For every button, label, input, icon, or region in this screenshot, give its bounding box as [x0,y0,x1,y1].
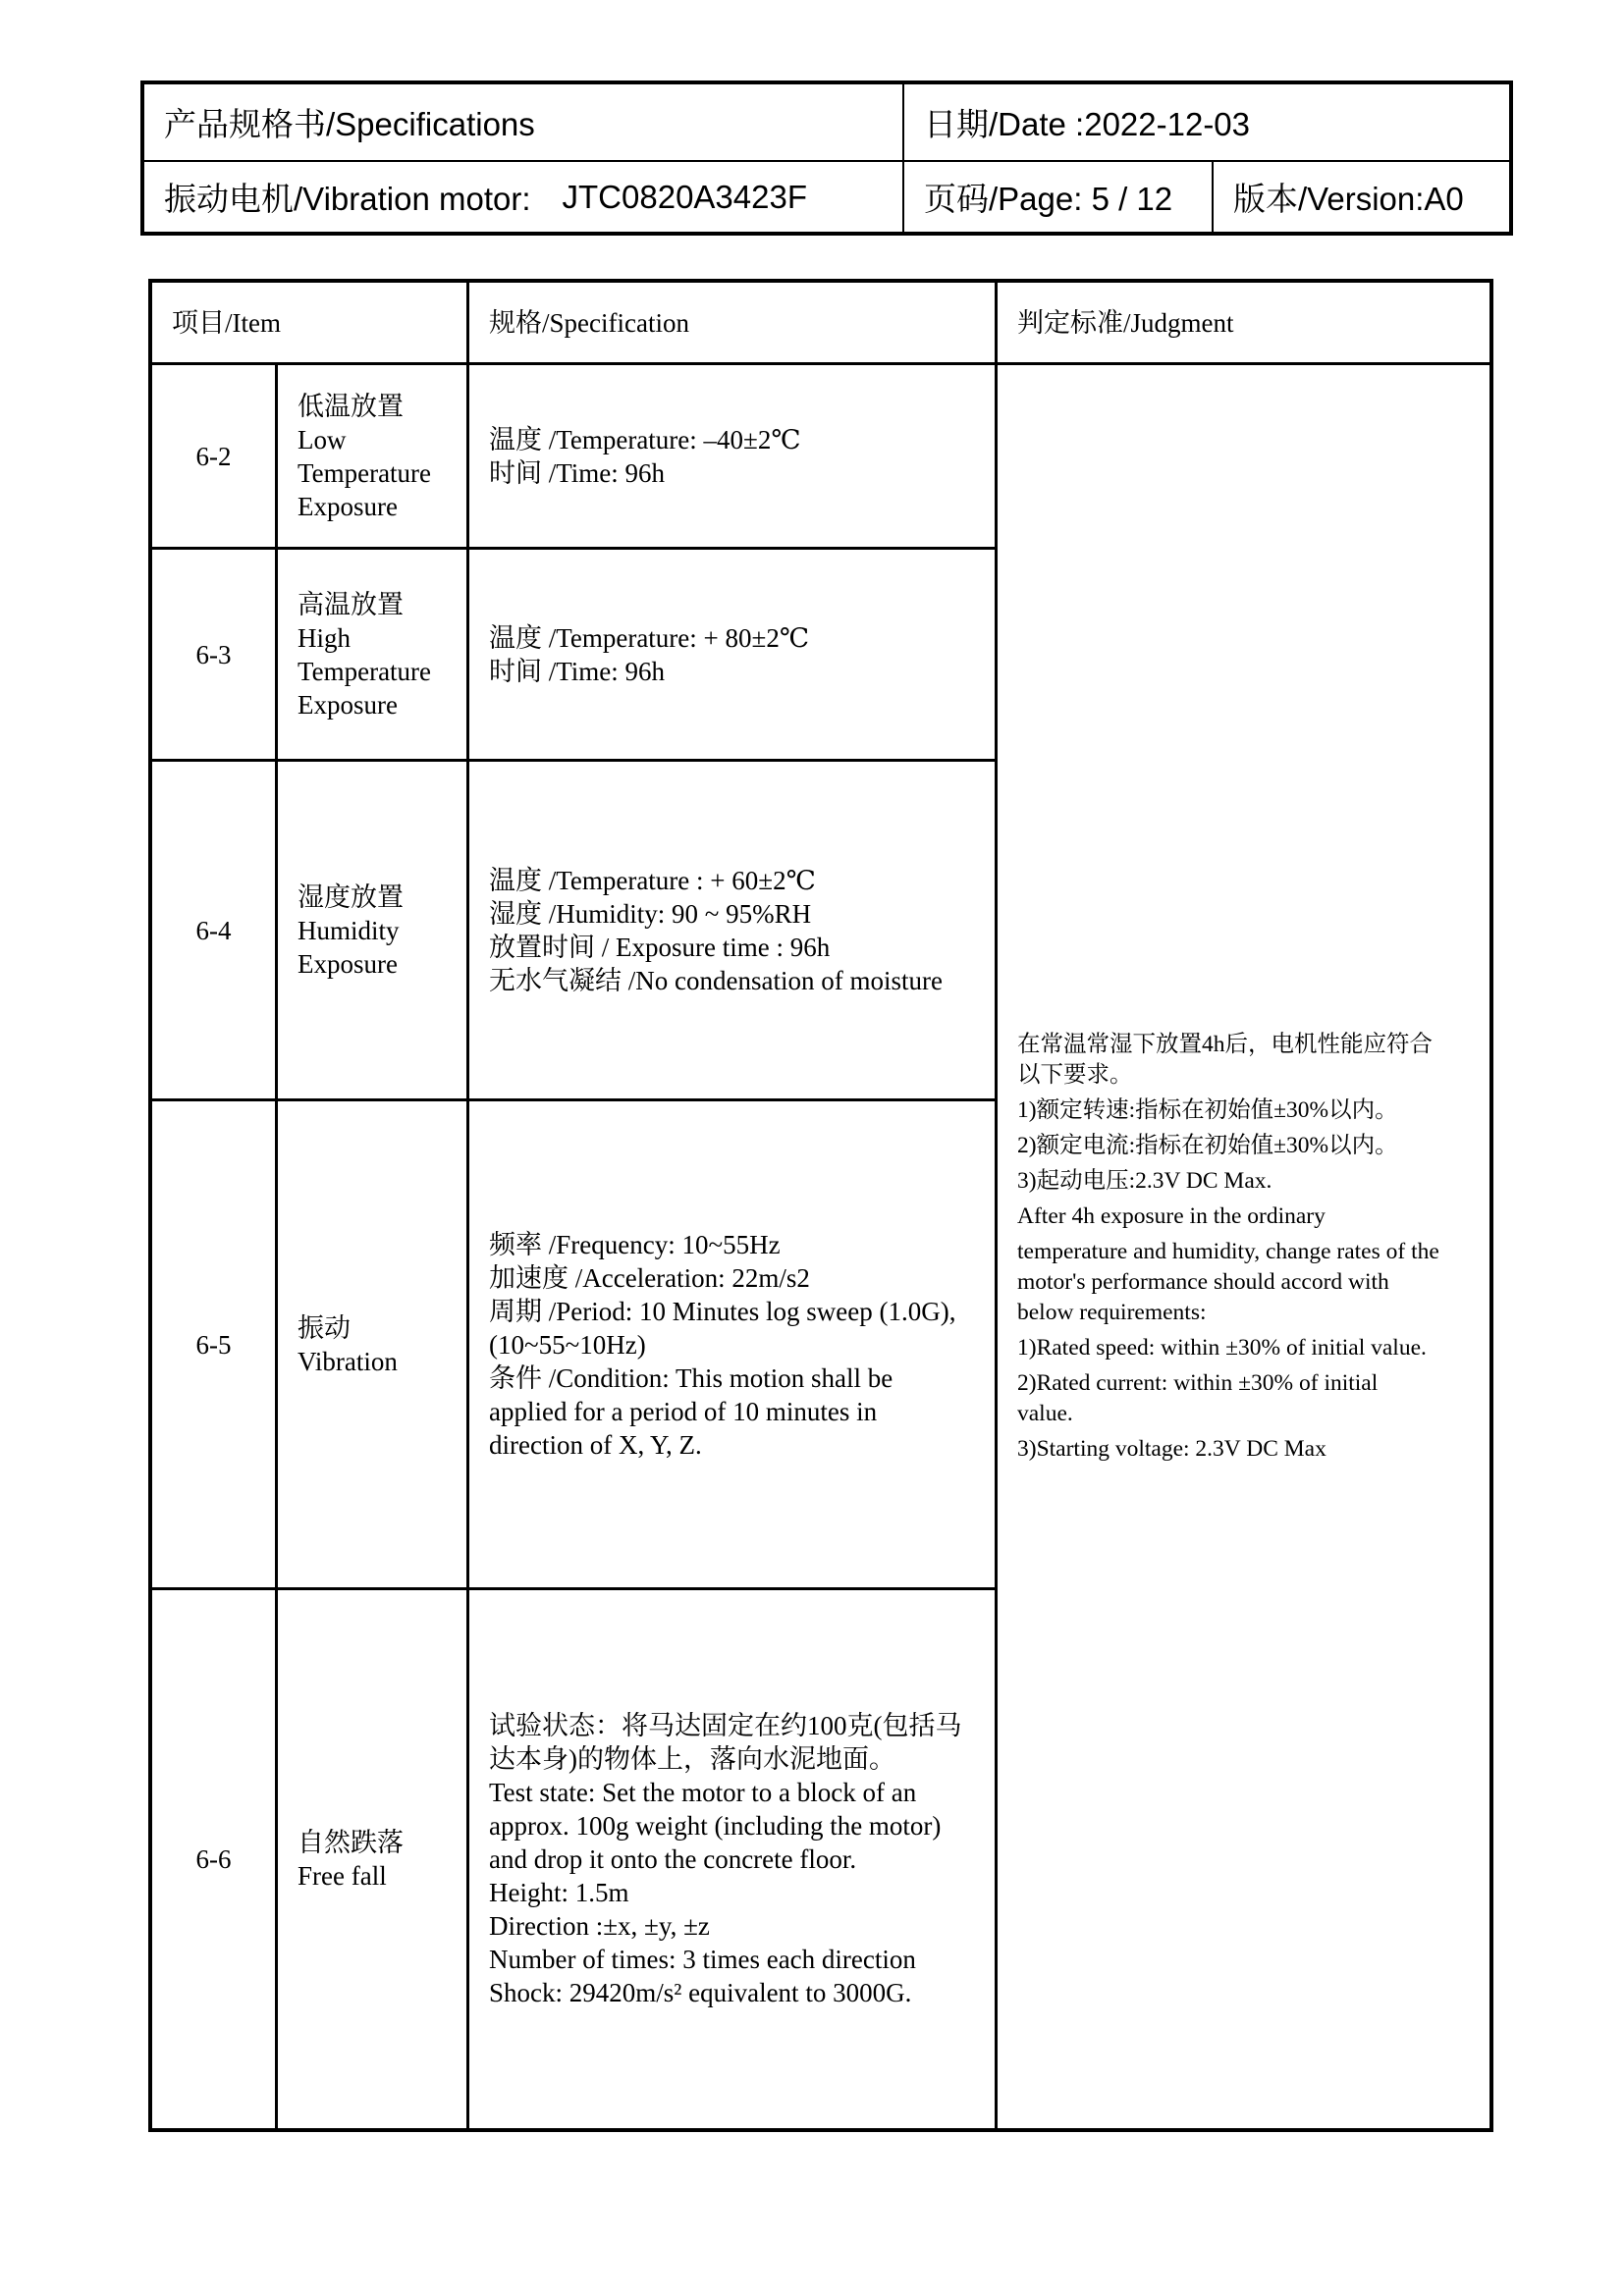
spec-line: Test state: Set the motor to a block of an [489,1778,917,1807]
product-label: 振动电机/Vibration motor: [164,181,531,217]
spec-line: 无水气凝结 /No condensation of moisture [489,965,943,995]
row-number: 6-5 [195,1329,232,1360]
judgment-line: motor's performance should accord with [1017,1268,1389,1295]
spec-line: and drop it onto the concrete floor. [489,1844,857,1874]
item-name-line: Humidity [298,915,400,945]
spec-line: direction of X, Y, Z. [489,1429,702,1460]
judgment-line: 在常温常湿下放置4h后，电机性能应符合 [1017,1031,1433,1057]
item-name-line: Vibration [298,1346,398,1376]
spec-table [148,279,1493,2132]
row-specification [469,550,995,759]
spec-line: 时间 /Time: 96h [489,457,666,488]
spec-line: 周期 /Period: 10 Minutes log sweep (1.0G), [489,1296,956,1326]
spec-line: 温度 /Temperature: + 80±2℃ [489,622,810,653]
row-number: 6-3 [195,639,232,669]
spec-line: 条件 /Condition: This motion shall be [489,1362,893,1393]
item-name-line: Exposure [298,689,398,720]
spec-line: 放置时间 / Exposure time : 96h [489,932,831,962]
spec-line: Number of times: 3 times each direction [489,1945,916,1974]
spec-line: 加速度 /Acceleration: 22m/s2 [489,1262,810,1293]
judgment-line: 以下要求。 [1017,1061,1133,1088]
judgment-line: 1)Rated speed: within ±30% of initial value. [1017,1334,1427,1361]
spec-line: (10~55~10Hz) [489,1329,646,1360]
judgment-line: temperature and humidity, change rates of the [1017,1238,1439,1264]
row-number: 6-6 [195,1844,232,1874]
item-name-line: Exposure [298,491,398,521]
column-header-item: 项目/Item [172,307,281,338]
item-name-line: 低温放置 [298,391,404,421]
row-item-name [278,550,466,759]
item-name-line: Low [298,424,347,454]
spec-line: approx. 100g weight (including the motor) [489,1811,942,1841]
spec-line: 湿度 /Humidity: 90 ~ 95%RH [489,898,812,929]
row-number: 6-2 [195,441,232,471]
doc-version: 版本/Version:A0 [1233,181,1464,217]
spec-line: 温度 /Temperature: –40±2℃ [489,424,801,454]
spec-line: 达本身)的物体上，落向水泥地面。 [489,1744,895,1774]
spec-line: applied for a period of 10 minutes in [489,1396,878,1426]
item-name-line: 高温放置 [298,589,404,619]
item-name-line: 自然跌落 [298,1828,404,1857]
spec-line: 温度 /Temperature : + 60±2℃ [489,865,816,895]
row-item-name [278,1590,466,2128]
product-model: JTC0820A3423F [562,178,807,215]
judgment-line: 2)额定电流:指标在初始值±30%以内。 [1017,1132,1398,1158]
spec-line: 频率 /Frequency: 10~55Hz [489,1229,781,1259]
judgment-line: 3)起动电压:2.3V DC Max. [1017,1167,1272,1194]
row-item-name [278,365,466,547]
column-header-specification: 规格/Specification [489,307,689,338]
spec-line: Direction :±x, ±y, ±z [489,1911,710,1941]
judgment-line: value. [1017,1400,1073,1426]
spec-line: Shock: 29420m/s² equivalent to 3000G. [489,1978,912,2007]
spec-line: Height: 1.5m [489,1878,629,1907]
judgment-line: 1)额定转速:指标在初始值±30%以内。 [1017,1096,1398,1123]
page-number: 页码/Page: 5 / 12 [924,181,1173,217]
item-name-line: 湿度放置 [298,881,404,912]
row-specification [469,365,995,547]
row-specification [469,1101,995,1587]
item-name-line: Free fall [298,1861,387,1891]
item-name-line: Exposure [298,948,398,979]
judgment-line: below requirements: [1017,1299,1207,1325]
row-item-name [278,762,466,1098]
doc-date: 日期/Date :2022-12-03 [924,106,1251,142]
product-line [144,162,902,232]
row-specification [469,1590,995,2128]
column-header-judgment: 判定标准/Judgment [1017,307,1234,338]
item-name-line: Temperature [298,457,432,488]
doc-title: 产品规格书/Specifications [164,106,535,142]
item-name-line: High [298,622,351,653]
row-specification [469,762,995,1098]
spec-line: 时间 /Time: 96h [489,656,666,686]
row-number: 6-4 [195,915,232,945]
judgment-line: 3)Starting voltage: 2.3V DC Max [1017,1435,1326,1462]
item-name-line: 振动 [298,1312,351,1343]
judgment-line: 2)Rated current: within ±30% of initial [1017,1369,1379,1396]
spec-header [140,80,1513,236]
spec-line: 试验状态：将马达固定在约100克(包括马 [489,1711,962,1740]
row-item-name [278,1101,466,1587]
item-name-line: Temperature [298,656,432,686]
judgment-line: After 4h exposure in the ordinary [1017,1202,1326,1229]
judgment-criteria [998,365,1489,2128]
